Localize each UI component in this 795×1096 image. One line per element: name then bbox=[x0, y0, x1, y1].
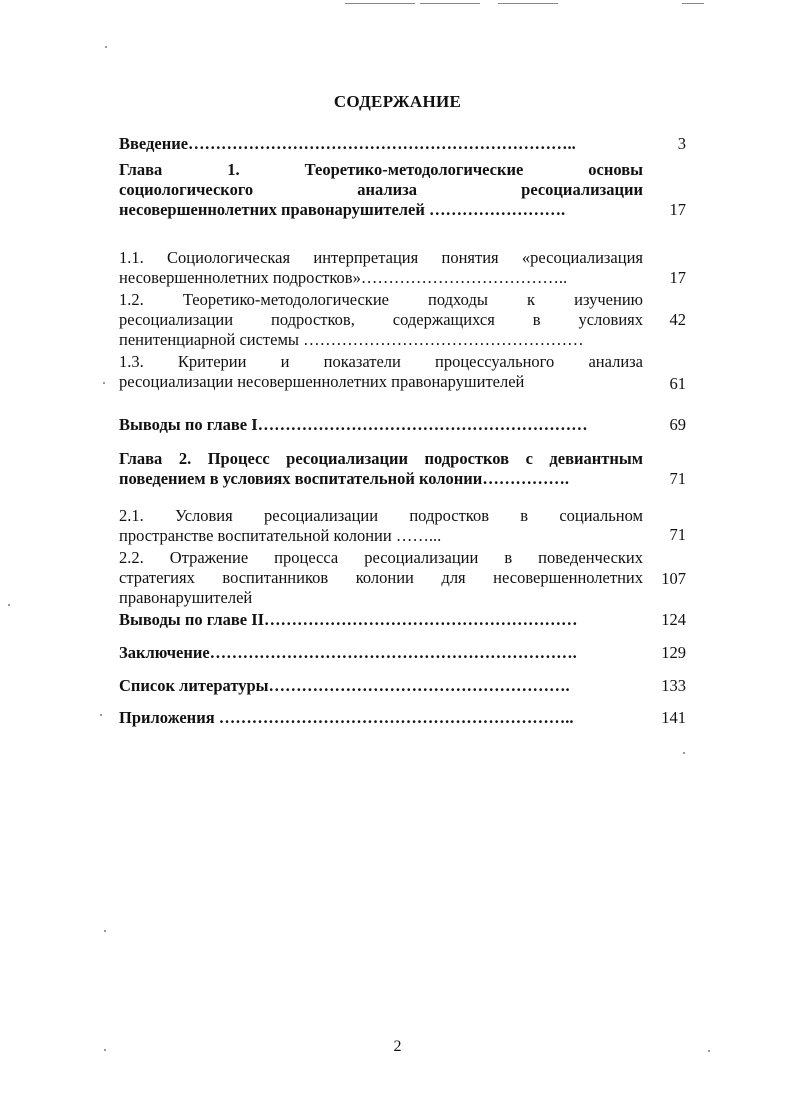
toc-entry-text: пространстве воспитательной колонии ……... bbox=[119, 526, 442, 545]
toc-entry-introduction bbox=[119, 134, 643, 154]
toc-entry-text: 1.3. Критерии и показатели процессуального анализа bbox=[119, 352, 643, 371]
toc-entry-text: стратегиях воспитанников колонии для несовершеннолетних bbox=[119, 568, 643, 587]
toc-entry-text: 1.1. Социологическая интерпретация понятия «ресоциализация bbox=[119, 248, 643, 267]
toc-entry-section-1-3 bbox=[119, 352, 643, 392]
toc-entry-conclusion bbox=[119, 643, 643, 663]
toc-entry-section-2-2 bbox=[119, 548, 643, 608]
scan-speck bbox=[104, 930, 106, 932]
toc-entry-text: Приложения ……………………………………………………….. bbox=[119, 708, 574, 727]
toc-entry-section-2-1 bbox=[119, 506, 643, 546]
scan-speck bbox=[103, 382, 105, 384]
toc-page-number: 17 bbox=[669, 200, 686, 219]
toc-entry-conclusions-chapter-2 bbox=[119, 610, 643, 630]
document-title: СОДЕРЖАНИЕ bbox=[333, 92, 462, 111]
scan-speck bbox=[683, 752, 685, 754]
toc-page-number: 17 bbox=[669, 268, 686, 287]
scan-speck bbox=[105, 46, 107, 48]
page-number: 2 bbox=[393, 1038, 402, 1055]
toc-page-number: 69 bbox=[669, 415, 686, 434]
toc-entry-text: пенитенциарной системы …………………………………………… bbox=[119, 330, 584, 349]
toc-entry-text: 1.2. Теоретико-методологические подходы к изучению bbox=[119, 290, 643, 309]
toc-entry-text: ресоциализации подростков, содержащихся в условиях bbox=[119, 310, 643, 329]
toc-entry-text: несовершеннолетних подростков»……………………………….. bbox=[119, 268, 568, 287]
toc-entry-text: 2.1. Условия ресоциализации подростков в социальном bbox=[119, 506, 643, 525]
toc-page-number: 3 bbox=[677, 134, 686, 153]
toc-entry-text: Глава 2. Процесс ресоциализации подростков с девиантным bbox=[119, 449, 643, 468]
scan-artifact bbox=[498, 3, 558, 4]
toc-page-number: 124 bbox=[661, 610, 686, 629]
toc-entry-chapter-1 bbox=[119, 160, 643, 220]
scan-speck bbox=[8, 604, 10, 606]
toc-page-number: 133 bbox=[661, 676, 686, 695]
toc-page-number: 141 bbox=[661, 708, 686, 727]
toc-entry-text: Введение…………………………………………………………….. bbox=[119, 134, 576, 153]
toc-entry-text: Выводы по главе II………………………………………………… bbox=[119, 610, 578, 629]
toc-entry-text: Заключение…………………………………………………………. bbox=[119, 643, 577, 662]
toc-entry-text: несовершеннолетних правонарушителей ……………………. bbox=[119, 200, 566, 219]
toc-page-number: 42 bbox=[669, 310, 686, 329]
toc-entry-bibliography bbox=[119, 676, 643, 696]
toc-entry-text: социологического анализа ресоциализации bbox=[119, 180, 643, 199]
toc-entry-text: поведением в условиях воспитательной колонии……………. bbox=[119, 469, 569, 488]
toc-entry-text: ресоциализации несовершеннолетних правонарушителей bbox=[119, 372, 525, 391]
toc-entry-text: Глава 1. Теоретико-методологические основы bbox=[119, 160, 643, 179]
toc-entry-section-1-1 bbox=[119, 248, 643, 288]
toc-page-number: 61 bbox=[669, 374, 686, 393]
scan-artifact bbox=[420, 3, 480, 4]
toc-page-number: 129 bbox=[661, 643, 686, 662]
toc-entry-text: 2.2. Отражение процесса ресоциализации в поведенческих bbox=[119, 548, 643, 567]
toc-page-number: 71 bbox=[669, 469, 686, 488]
toc-page-number: 71 bbox=[669, 525, 686, 544]
scan-speck bbox=[100, 714, 102, 716]
toc-page-number: 107 bbox=[661, 569, 686, 588]
scan-artifact bbox=[345, 3, 415, 4]
toc-entry-text: правонарушителей bbox=[119, 588, 253, 607]
toc-entry-section-1-2 bbox=[119, 290, 643, 350]
toc-entry-appendices bbox=[119, 708, 643, 728]
toc-entry-conclusions-chapter-1 bbox=[119, 415, 643, 435]
toc-entry-text: Выводы по главе I…………………………………………………… bbox=[119, 415, 588, 434]
toc-entry-chapter-2 bbox=[119, 449, 643, 489]
scan-artifact bbox=[682, 3, 704, 4]
toc-entry-text: Список литературы………………………………………………. bbox=[119, 676, 570, 695]
